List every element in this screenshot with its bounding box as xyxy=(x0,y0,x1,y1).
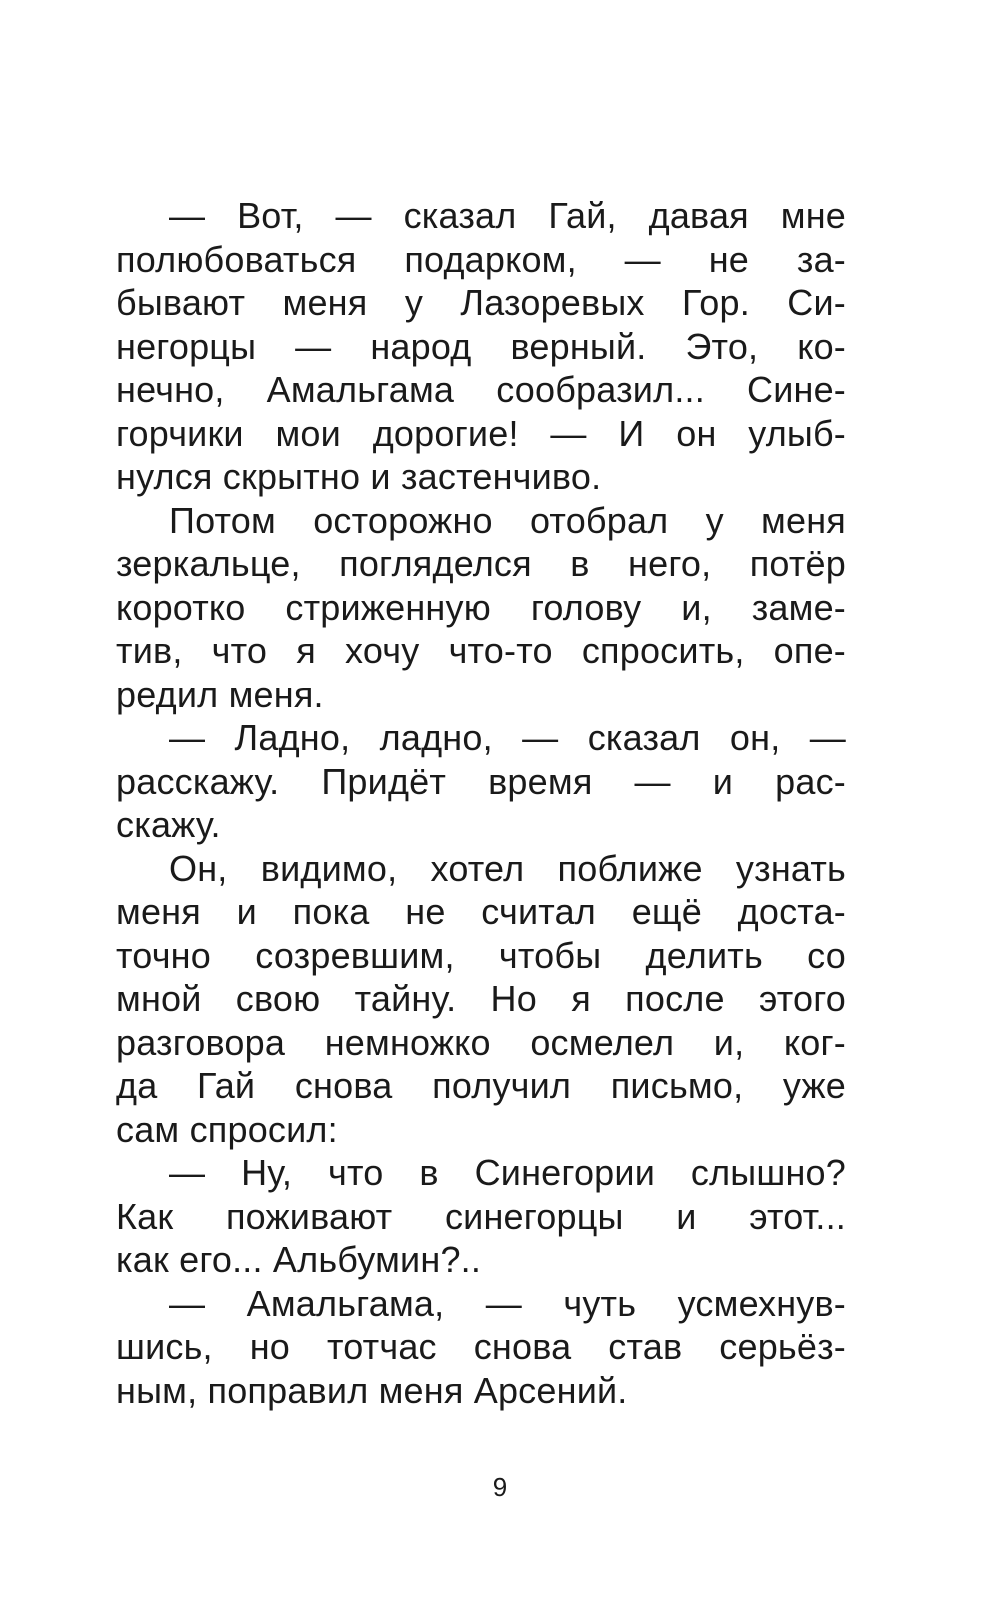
paragraph xyxy=(116,194,846,499)
text-line: Он, видимо, хотел поближе узнать xyxy=(169,847,846,889)
text-line: меня и пока не считал ещё доста- xyxy=(116,891,846,932)
page-number: 9 xyxy=(492,1472,508,1502)
text-line: коротко стриженную голову и, заме- xyxy=(116,586,846,628)
text-line: полюбоваться подарком, — не за- xyxy=(116,238,846,280)
text-line: зеркальце, погляделся в него, потёр xyxy=(116,543,846,584)
paragraph xyxy=(116,499,846,717)
text-line: Как поживают синегорцы и этот... xyxy=(116,1195,846,1237)
text-line: шись, но тотчас снова став серьёз- xyxy=(116,1326,846,1367)
text-line: мной свою тайну. Но я после этого xyxy=(116,978,846,1019)
text-line: ным, поправил меня Арсений. xyxy=(116,1369,628,1411)
text-line: расскажу. Придёт время — и рас- xyxy=(116,760,846,802)
text-line: да Гай снова получил письмо, уже xyxy=(116,1065,846,1106)
text-line: бывают меня у Лазоревых Гор. Си- xyxy=(116,282,846,323)
text-line: горчики мои дорогие! — И он улыб- xyxy=(116,412,846,454)
text-line: — Ладно, ладно, — сказал он, — xyxy=(169,717,846,758)
paragraph xyxy=(116,1151,846,1282)
paragraph xyxy=(116,1282,846,1413)
paragraph xyxy=(116,716,846,847)
text-line: сам спросил: xyxy=(116,1108,338,1150)
text-line: разговора немножко осмелел и, ког- xyxy=(116,1021,846,1063)
text-line: как его... Альбумин?.. xyxy=(116,1239,482,1280)
text-line: Потом осторожно отобрал у меня xyxy=(169,499,846,541)
text-line: — Вот, — сказал Гай, давая мне xyxy=(169,195,846,236)
body-text xyxy=(116,194,846,1412)
text-line: — Ну, что в Синегории слышно? xyxy=(169,1152,846,1193)
text-line: — Амальгама, — чуть усмехнув- xyxy=(169,1282,846,1324)
text-line: нечно, Амальгама сообразил... Сине- xyxy=(116,369,846,410)
text-line: точно созревшим, чтобы делить со xyxy=(116,934,846,976)
text-line: негорцы — народ верный. Это, ко- xyxy=(116,325,846,367)
text-line: нулся скрытно и застенчиво. xyxy=(116,456,602,497)
paragraph xyxy=(116,847,846,1152)
text-line: скажу. xyxy=(116,804,221,845)
text-line: тив, что я хочу что-то спросить, опе- xyxy=(116,630,846,671)
text-line: редил меня. xyxy=(116,673,324,715)
